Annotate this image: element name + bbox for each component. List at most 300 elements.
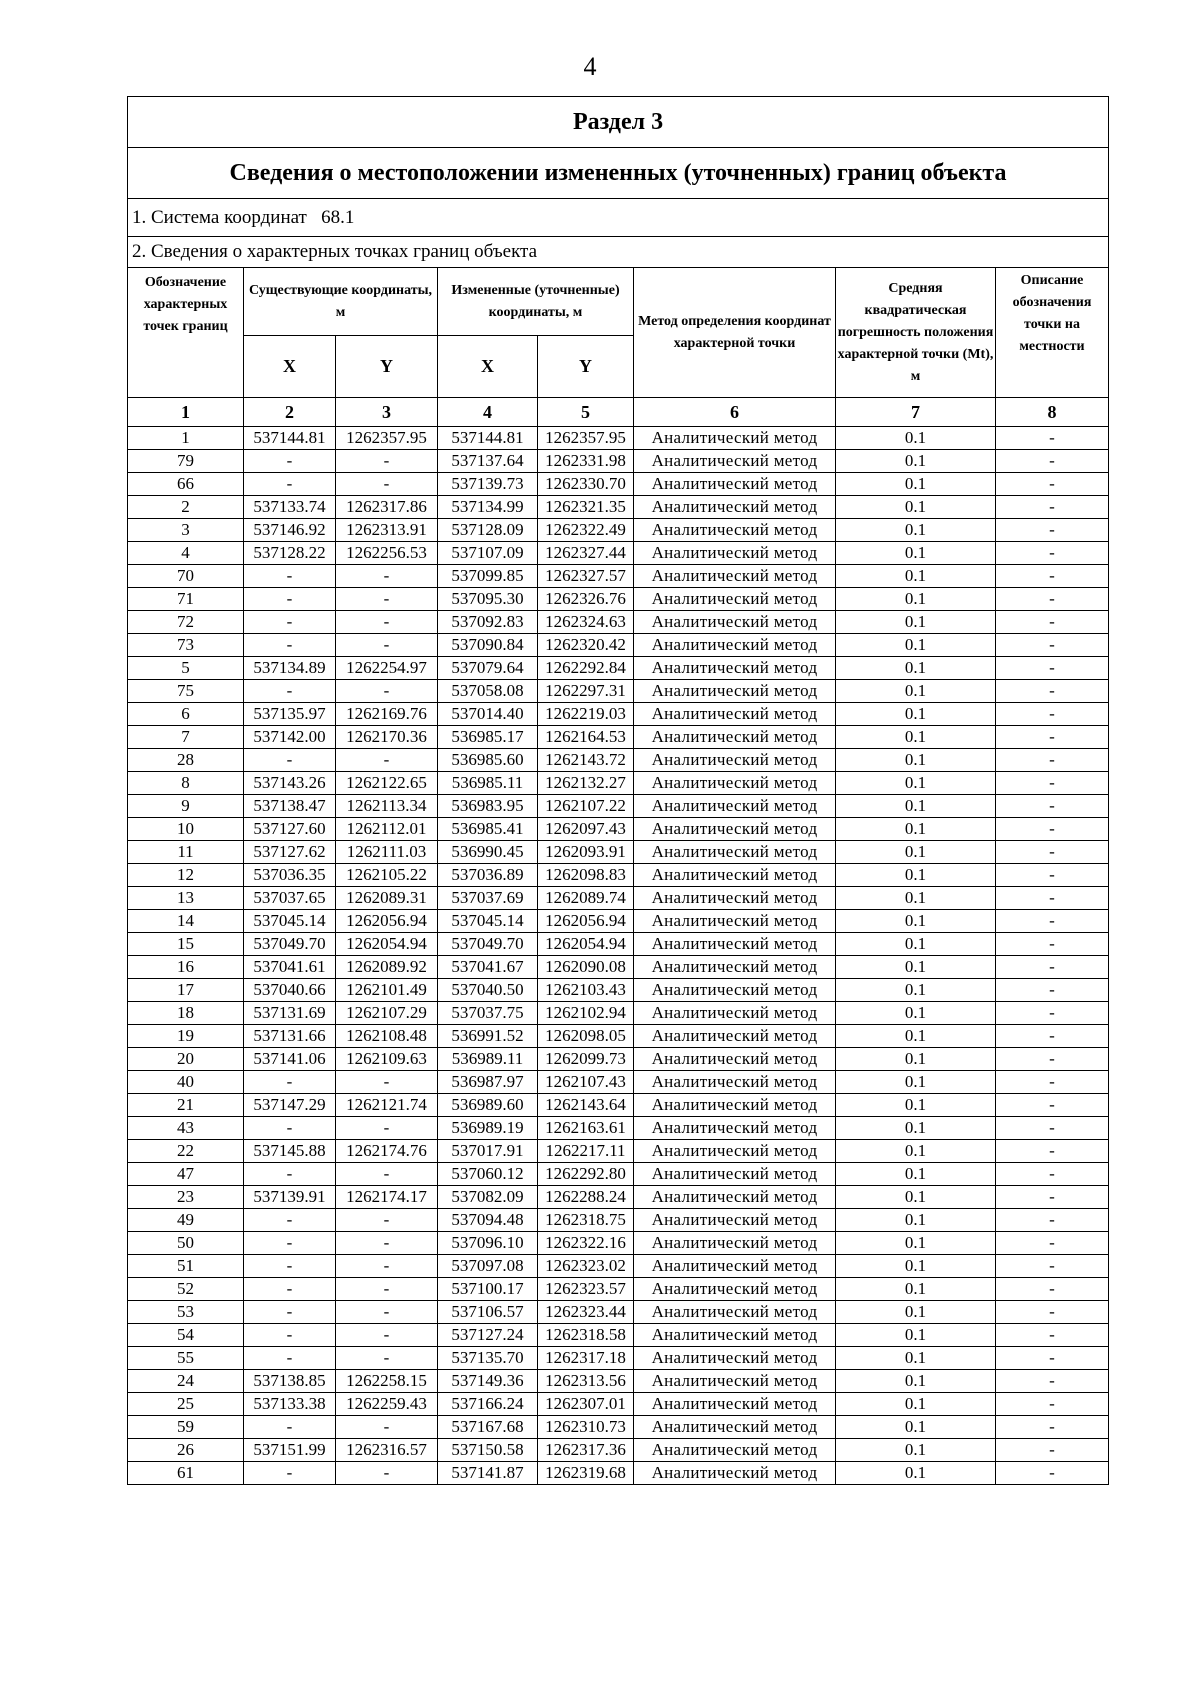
point-id-cell: 6 [128,703,244,726]
point-id-cell: 40 [128,1071,244,1094]
error-cell: 0.1 [836,1186,996,1209]
changed-x-cell: 537150.58 [438,1439,538,1462]
table-row [128,1025,1109,1048]
changed-y-cell: 1262324.63 [538,611,634,634]
error-cell: 0.1 [836,496,996,519]
changed-x-cell: 537139.73 [438,473,538,496]
coord-system-label: 1. Система координат [132,206,307,228]
changed-x-cell: 536985.11 [438,772,538,795]
description-cell: - [996,634,1109,657]
description-cell: - [996,1370,1109,1393]
existing-y-cell: - [336,749,438,772]
method-cell: Аналитический метод [634,1393,836,1416]
changed-x-cell: 536990.45 [438,841,538,864]
point-id-cell: 5 [128,657,244,680]
existing-y-cell: 1262121.74 [336,1094,438,1117]
error-cell: 0.1 [836,1140,996,1163]
point-id-cell: 2 [128,496,244,519]
description-cell: - [996,1117,1109,1140]
method-cell: Аналитический метод [634,1439,836,1462]
point-id-cell: 3 [128,519,244,542]
description-cell: - [996,726,1109,749]
existing-y-cell: 1262108.48 [336,1025,438,1048]
point-id-cell: 1 [128,427,244,450]
description-cell: - [996,703,1109,726]
method-cell: Аналитический метод [634,1255,836,1278]
changed-y-cell: 1262320.42 [538,634,634,657]
coord-system-row [128,199,1109,237]
point-id-cell: 21 [128,1094,244,1117]
method-cell: Аналитический метод [634,841,836,864]
table-row [128,473,1109,496]
existing-y-cell: 1262174.17 [336,1186,438,1209]
changed-y-cell: 1262217.11 [538,1140,634,1163]
error-cell: 0.1 [836,910,996,933]
changed-y-cell: 1262322.49 [538,519,634,542]
header-changed: Измененные (уточненные) координаты, м [438,268,634,336]
changed-y-cell: 1262331.98 [538,450,634,473]
changed-y-cell: 1262219.03 [538,703,634,726]
changed-x-cell: 537097.08 [438,1255,538,1278]
changed-x-cell: 536987.97 [438,1071,538,1094]
point-id-cell: 70 [128,565,244,588]
changed-x-cell: 536985.41 [438,818,538,841]
error-cell: 0.1 [836,1255,996,1278]
changed-x-cell: 536983.95 [438,795,538,818]
existing-y-cell: 1262174.76 [336,1140,438,1163]
changed-x-cell: 537092.83 [438,611,538,634]
existing-x-cell: 537049.70 [244,933,336,956]
point-id-cell: 43 [128,1117,244,1140]
changed-y-cell: 1262054.94 [538,933,634,956]
table-row [128,1393,1109,1416]
description-cell: - [996,565,1109,588]
existing-y-cell: - [336,473,438,496]
changed-y-cell: 1262107.43 [538,1071,634,1094]
error-cell: 0.1 [836,1002,996,1025]
error-cell: 0.1 [836,703,996,726]
description-cell: - [996,887,1109,910]
changed-y-cell: 1262093.91 [538,841,634,864]
changed-x-cell: 537041.67 [438,956,538,979]
header-existing-y: Y [336,336,438,398]
error-cell: 0.1 [836,933,996,956]
existing-y-cell: 1262357.95 [336,427,438,450]
error-cell: 0.1 [836,1094,996,1117]
point-id-cell: 47 [128,1163,244,1186]
table-row [128,1232,1109,1255]
existing-x-cell: - [244,1324,336,1347]
point-id-cell: 19 [128,1025,244,1048]
changed-x-cell: 537058.08 [438,680,538,703]
error-cell: 0.1 [836,1324,996,1347]
table-row [128,588,1109,611]
table-row [128,1117,1109,1140]
point-id-cell: 17 [128,979,244,1002]
existing-x-cell: 537138.47 [244,795,336,818]
existing-x-cell: 537151.99 [244,1439,336,1462]
method-cell: Аналитический метод [634,588,836,611]
method-cell: Аналитический метод [634,611,836,634]
existing-y-cell: 1262254.97 [336,657,438,680]
changed-y-cell: 1262323.44 [538,1301,634,1324]
changed-y-cell: 1262288.24 [538,1186,634,1209]
existing-x-cell: 537143.26 [244,772,336,795]
method-cell: Аналитический метод [634,1117,836,1140]
method-cell: Аналитический метод [634,1232,836,1255]
changed-y-cell: 1262326.76 [538,588,634,611]
description-cell: - [996,1301,1109,1324]
error-cell: 0.1 [836,1416,996,1439]
existing-x-cell: - [244,1301,336,1324]
point-id-cell: 54 [128,1324,244,1347]
column-number: 5 [538,398,634,427]
existing-y-cell: 1262101.49 [336,979,438,1002]
description-cell: - [996,1209,1109,1232]
method-cell: Аналитический метод [634,864,836,887]
existing-y-cell: - [336,1163,438,1186]
existing-x-cell: - [244,1209,336,1232]
points-table [127,96,1109,1485]
table-row [128,680,1109,703]
column-number: 8 [996,398,1109,427]
table-row [128,910,1109,933]
changed-y-cell: 1262330.70 [538,473,634,496]
changed-x-cell: 536989.11 [438,1048,538,1071]
changed-y-cell: 1262098.83 [538,864,634,887]
error-cell: 0.1 [836,1347,996,1370]
changed-y-cell: 1262317.18 [538,1347,634,1370]
existing-y-cell: 1262313.91 [336,519,438,542]
page-number: 4 [583,52,597,81]
changed-y-cell: 1262102.94 [538,1002,634,1025]
section-title: Раздел 3 [128,97,1109,148]
error-cell: 0.1 [836,1209,996,1232]
changed-x-cell: 537096.10 [438,1232,538,1255]
method-cell: Аналитический метод [634,680,836,703]
description-cell: - [996,1439,1109,1462]
existing-y-cell: - [336,450,438,473]
changed-y-cell: 1262098.05 [538,1025,634,1048]
existing-x-cell: - [244,588,336,611]
table-row [128,634,1109,657]
section-heading: Сведения о местоположении измененных (уточненных) границ объекта [128,148,1109,199]
existing-x-cell: - [244,1347,336,1370]
existing-y-cell: - [336,1462,438,1485]
existing-x-cell: - [244,1071,336,1094]
existing-x-cell: 537145.88 [244,1140,336,1163]
changed-y-cell: 1262318.58 [538,1324,634,1347]
existing-y-cell: - [336,1347,438,1370]
description-cell: - [996,1232,1109,1255]
method-cell: Аналитический метод [634,1186,836,1209]
point-id-cell: 10 [128,818,244,841]
error-cell: 0.1 [836,749,996,772]
header-error: Средняя квадратическая погрешность положения характерной точки (Mt), м [836,268,996,398]
changed-y-cell: 1262056.94 [538,910,634,933]
changed-y-cell: 1262322.16 [538,1232,634,1255]
method-cell: Аналитический метод [634,657,836,680]
changed-x-cell: 537144.81 [438,427,538,450]
table-row [128,427,1109,450]
changed-y-cell: 1262327.44 [538,542,634,565]
changed-x-cell: 537107.09 [438,542,538,565]
error-cell: 0.1 [836,611,996,634]
existing-x-cell: - [244,565,336,588]
changed-y-cell: 1262297.31 [538,680,634,703]
column-number: 6 [634,398,836,427]
description-cell: - [996,519,1109,542]
changed-x-cell: 536989.60 [438,1094,538,1117]
table-row [128,565,1109,588]
changed-y-cell: 1262163.61 [538,1117,634,1140]
existing-x-cell: - [244,1232,336,1255]
description-cell: - [996,1002,1109,1025]
error-cell: 0.1 [836,1393,996,1416]
table-row [128,542,1109,565]
existing-x-cell: 537139.91 [244,1186,336,1209]
changed-x-cell: 537127.24 [438,1324,538,1347]
error-cell: 0.1 [836,680,996,703]
changed-y-cell: 1262143.64 [538,1094,634,1117]
existing-y-cell: 1262089.92 [336,956,438,979]
error-cell: 0.1 [836,1163,996,1186]
existing-x-cell: 537040.66 [244,979,336,1002]
changed-x-cell: 537099.85 [438,565,538,588]
coord-system-value: 68.1 [321,206,355,228]
description-cell: - [996,910,1109,933]
point-id-cell: 50 [128,1232,244,1255]
method-cell: Аналитический метод [634,519,836,542]
changed-y-cell: 1262313.56 [538,1370,634,1393]
description-cell: - [996,1278,1109,1301]
existing-x-cell: - [244,611,336,634]
error-cell: 0.1 [836,634,996,657]
description-cell: - [996,933,1109,956]
point-id-cell: 71 [128,588,244,611]
changed-x-cell: 537167.68 [438,1416,538,1439]
changed-x-cell: 537045.14 [438,910,538,933]
changed-x-cell: 536991.52 [438,1025,538,1048]
description-cell: - [996,1140,1109,1163]
table-row [128,1462,1109,1485]
changed-x-cell: 537090.84 [438,634,538,657]
point-id-cell: 20 [128,1048,244,1071]
table-row [128,1439,1109,1462]
existing-y-cell: - [336,1255,438,1278]
method-cell: Аналитический метод [634,496,836,519]
point-id-cell: 66 [128,473,244,496]
point-id-cell: 75 [128,680,244,703]
changed-y-cell: 1262143.72 [538,749,634,772]
method-cell: Аналитический метод [634,1071,836,1094]
description-cell: - [996,450,1109,473]
table-row [128,749,1109,772]
changed-x-cell: 537060.12 [438,1163,538,1186]
point-id-cell: 52 [128,1278,244,1301]
method-cell: Аналитический метод [634,772,836,795]
table-row [128,1209,1109,1232]
existing-x-cell: - [244,749,336,772]
existing-x-cell: 537142.00 [244,726,336,749]
description-cell: - [996,611,1109,634]
point-id-cell: 59 [128,1416,244,1439]
changed-x-cell: 537134.99 [438,496,538,519]
changed-x-cell: 537095.30 [438,588,538,611]
header-point: Обозначение характерных точек границ [128,268,244,398]
existing-y-cell: 1262109.63 [336,1048,438,1071]
changed-y-cell: 1262097.43 [538,818,634,841]
changed-y-cell: 1262323.02 [538,1255,634,1278]
header-changed-y: Y [538,336,634,398]
changed-y-cell: 1262132.27 [538,772,634,795]
description-cell: - [996,542,1109,565]
existing-y-cell: 1262056.94 [336,910,438,933]
method-cell: Аналитический метод [634,450,836,473]
existing-y-cell: - [336,1278,438,1301]
point-id-cell: 18 [128,1002,244,1025]
method-cell: Аналитический метод [634,1278,836,1301]
existing-x-cell: 537133.38 [244,1393,336,1416]
existing-x-cell: 537127.60 [244,818,336,841]
point-id-cell: 61 [128,1462,244,1485]
description-cell: - [996,1094,1109,1117]
existing-y-cell: - [336,1416,438,1439]
description-cell: - [996,1347,1109,1370]
point-id-cell: 55 [128,1347,244,1370]
table-row [128,818,1109,841]
existing-x-cell: 537135.97 [244,703,336,726]
changed-x-cell: 536985.60 [438,749,538,772]
table-row [128,1163,1109,1186]
existing-y-cell: 1262105.22 [336,864,438,887]
existing-y-cell: - [336,611,438,634]
error-cell: 0.1 [836,979,996,1002]
existing-y-cell: - [336,1232,438,1255]
existing-y-cell: 1262316.57 [336,1439,438,1462]
changed-y-cell: 1262107.22 [538,795,634,818]
existing-x-cell: 537128.22 [244,542,336,565]
existing-x-cell: - [244,634,336,657]
method-cell: Аналитический метод [634,1209,836,1232]
existing-y-cell: 1262259.43 [336,1393,438,1416]
point-id-cell: 12 [128,864,244,887]
changed-x-cell: 537141.87 [438,1462,538,1485]
changed-y-cell: 1262099.73 [538,1048,634,1071]
method-cell: Аналитический метод [634,795,836,818]
existing-y-cell: 1262170.36 [336,726,438,749]
table-row [128,1002,1109,1025]
method-cell: Аналитический метод [634,1140,836,1163]
existing-y-cell: 1262122.65 [336,772,438,795]
method-cell: Аналитический метод [634,1094,836,1117]
column-number: 4 [438,398,538,427]
changed-y-cell: 1262089.74 [538,887,634,910]
existing-y-cell: - [336,1071,438,1094]
table-row [128,1301,1109,1324]
description-cell: - [996,1186,1109,1209]
error-cell: 0.1 [836,1232,996,1255]
description-cell: - [996,841,1109,864]
existing-x-cell: 537045.14 [244,910,336,933]
changed-x-cell: 537014.40 [438,703,538,726]
existing-x-cell: 537037.65 [244,887,336,910]
table-row [128,1048,1109,1071]
method-cell: Аналитический метод [634,427,836,450]
method-cell: Аналитический метод [634,749,836,772]
changed-y-cell: 1262317.36 [538,1439,634,1462]
method-cell: Аналитический метод [634,703,836,726]
existing-x-cell: 537041.61 [244,956,336,979]
method-cell: Аналитический метод [634,1370,836,1393]
error-cell: 0.1 [836,1462,996,1485]
description-cell: - [996,427,1109,450]
error-cell: 0.1 [836,450,996,473]
existing-y-cell: 1262169.76 [336,703,438,726]
existing-x-cell: 537141.06 [244,1048,336,1071]
changed-x-cell: 537128.09 [438,519,538,542]
error-cell: 0.1 [836,1278,996,1301]
method-cell: Аналитический метод [634,1163,836,1186]
existing-x-cell: - [244,1255,336,1278]
changed-y-cell: 1262319.68 [538,1462,634,1485]
description-cell: - [996,749,1109,772]
existing-x-cell: 537147.29 [244,1094,336,1117]
error-cell: 0.1 [836,1439,996,1462]
error-cell: 0.1 [836,588,996,611]
header-changed-x: X [438,336,538,398]
existing-x-cell: 537144.81 [244,427,336,450]
point-id-cell: 16 [128,956,244,979]
column-number: 3 [336,398,438,427]
changed-y-cell: 1262327.57 [538,565,634,588]
changed-x-cell: 537137.64 [438,450,538,473]
method-cell: Аналитический метод [634,1324,836,1347]
changed-x-cell: 537037.69 [438,887,538,910]
header-description: Описание обозначения точки на местности [996,268,1109,398]
existing-y-cell: - [336,1324,438,1347]
method-cell: Аналитический метод [634,1048,836,1071]
method-cell: Аналитический метод [634,1462,836,1485]
existing-y-cell: - [336,588,438,611]
existing-y-cell: 1262107.29 [336,1002,438,1025]
existing-x-cell: - [244,450,336,473]
table-row [128,1140,1109,1163]
changed-y-cell: 1262321.35 [538,496,634,519]
point-id-cell: 4 [128,542,244,565]
existing-x-cell: 537036.35 [244,864,336,887]
column-number: 7 [836,398,996,427]
table-row [128,1071,1109,1094]
description-cell: - [996,1048,1109,1071]
error-cell: 0.1 [836,1370,996,1393]
description-cell: - [996,795,1109,818]
error-cell: 0.1 [836,818,996,841]
changed-x-cell: 536989.19 [438,1117,538,1140]
description-cell: - [996,1163,1109,1186]
changed-x-cell: 537017.91 [438,1140,538,1163]
existing-x-cell: - [244,1163,336,1186]
method-cell: Аналитический метод [634,1002,836,1025]
changed-y-cell: 1262090.08 [538,956,634,979]
point-id-cell: 22 [128,1140,244,1163]
existing-x-cell: - [244,1117,336,1140]
point-id-cell: 28 [128,749,244,772]
existing-y-cell: - [336,1209,438,1232]
table-row [128,1347,1109,1370]
error-cell: 0.1 [836,887,996,910]
changed-x-cell: 537135.70 [438,1347,538,1370]
